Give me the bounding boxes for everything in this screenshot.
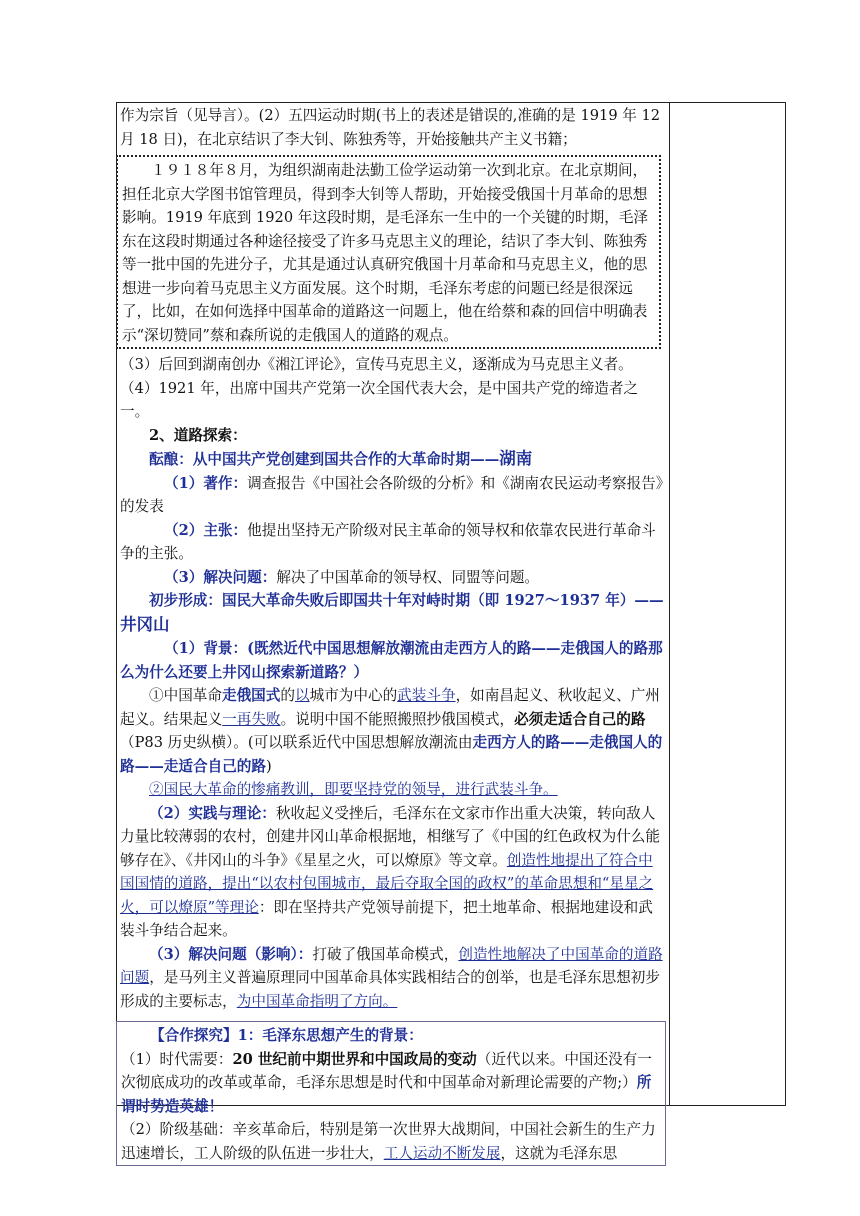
impact-b: 创造性地解决了中国革命的道路问题 bbox=[120, 945, 663, 986]
impact-label: （3）解决问题（影响）： bbox=[149, 945, 313, 963]
c1-i: 。说明中国不能照搬照抄俄国模式， bbox=[280, 710, 515, 728]
c1-b: 走俄国式 bbox=[221, 687, 281, 704]
t1-b: 20 世纪前中期世界和中国政局的变动 bbox=[232, 1050, 477, 1068]
practice-c: ：即在坚持共产党领导前提下，把土地革命、根据地建设和武装斗争结合起来。 bbox=[120, 898, 653, 939]
c1-g: ，如南昌起义、秋收起义、广州起义。结果起义 bbox=[120, 687, 660, 728]
impact-a: 打破了俄国革命模式， bbox=[312, 945, 459, 963]
impact-c: ，是马列主义普遍原理同中国革命具体实践相结合的创举，也是毛泽东思想初步形成的主要标志， bbox=[120, 969, 660, 1010]
brewing-place: 湖南 bbox=[499, 449, 533, 468]
t1-d: 所谓时势造英雄！ bbox=[121, 1074, 652, 1115]
cause-2-paragraph bbox=[120, 778, 664, 802]
cooperation-box bbox=[116, 1021, 666, 1166]
brewing-title bbox=[120, 447, 664, 472]
t1-a: （1）时代需要： bbox=[121, 1050, 233, 1068]
coop-title: 【合作探究】1：毛泽东思想产生的背景： bbox=[150, 1027, 423, 1044]
practice-a: 秋收起义受挫后，毛泽东在文家市作出重大决策，转向敌人力量比较薄弱的农村，创建井冈山革命根据地，相继写了《中国的红色政权为什么能够存在》、《井冈山的斗争》《星星之火，可以燎原》等文章。 bbox=[120, 804, 660, 869]
c1-c: 的 bbox=[280, 687, 295, 704]
bg-road: 走西方人的路——走俄国人的路 bbox=[443, 640, 649, 657]
road-heading: 2、道路探索： bbox=[149, 426, 247, 444]
brewing-title-text: 酝酿：从中国共产党创建到国共合作的大革命时期—— bbox=[149, 451, 500, 468]
works-text: 调查报告《中国社会各阶级的分析》和《湖南农民运动考察报告》的发表 bbox=[120, 474, 664, 515]
background-paragraph bbox=[120, 637, 664, 684]
form-title bbox=[120, 589, 664, 637]
c1-l: 走西方人的路——走俄国人的路——走适合自己的路 bbox=[120, 734, 663, 775]
t1-c: （近代以来。中国还没有一次彻底成功的改革或革命，毛泽东思想是时代和中国革命对新理论需要的产物;） bbox=[121, 1050, 652, 1091]
point-3: （3）后回到湖南创办《湘江评论》，宣传马克思主义，逐渐成为马克思主义者。 bbox=[120, 356, 633, 373]
form-title-text: 初步形成：国民大革命失败后即国共十年对峙时期（即 1927～1937 年）—— bbox=[149, 592, 664, 609]
practice-paragraph bbox=[120, 802, 664, 943]
impact-paragraph bbox=[120, 943, 664, 1014]
c2-text: ②国民大革命的惨痛教训，即要坚持党的领导，进行武装斗争。 bbox=[149, 781, 558, 798]
dotted-note-box bbox=[116, 155, 661, 349]
t2-c: ，这就为毛泽东思 bbox=[500, 1144, 618, 1162]
cause-1-paragraph bbox=[120, 684, 664, 778]
practice-label: （2）实践与理论： bbox=[149, 804, 276, 822]
coop-point-1 bbox=[121, 1048, 661, 1119]
c1-m: ) bbox=[265, 757, 272, 775]
c1-j: 必须走适合自己的路 bbox=[514, 710, 646, 728]
c1-k: （P83 历史纵横）。(可以联系近代中国思想解放潮流由 bbox=[120, 734, 473, 751]
table-column-divider bbox=[669, 102, 670, 1106]
note-text: １９１８年８月，为组织湖南赴法勤工俭学运动第一次到北京。在北京期间，担任北京大学图书馆管理员，得到李大钊等人帮助，开始接受俄国十月革命的思想影响。1919 年底到 1920 年这段时期，是毛泽东一生中的一个关键的时期，毛泽东在这段时期通过各种途径接受了许多马克思主义的理论，结识了李大钊、陈独秀等一批中国的先进分子，尤其是通过认真研究俄国十月革命和马克思主义，他的思想进一步向着马克思主义方面发展。这个时期，毛泽东考虑的问题已经是很深远了，比如，在如何选择中国革命的道路这一问题上，他在给蔡和森的回信中明确表示“深切赞同”蔡和森所说的走俄国人的道路的观点。 bbox=[122, 162, 649, 344]
solve-paragraph bbox=[120, 566, 664, 590]
solve-label: （3）解决问题： bbox=[164, 568, 277, 586]
bg-pre: (既然近代中国思想解放潮流由 bbox=[247, 640, 444, 657]
impact-d: 为中国革命指明了方向。 bbox=[236, 992, 398, 1010]
c1-e: 城市为中心的 bbox=[309, 687, 398, 704]
coop-point-2 bbox=[121, 1118, 661, 1165]
works-paragraph bbox=[120, 472, 664, 519]
t2-b: 工人运动不断发展 bbox=[383, 1144, 501, 1162]
c1-a: ①中国革命 bbox=[149, 687, 222, 704]
claim-text: 他提出坚持无产阶级对民主革命的领导权和依靠农民进行革命斗争的主张。 bbox=[120, 521, 656, 562]
c1-d: 以 bbox=[294, 687, 310, 704]
c1-h: 一再失败 bbox=[222, 710, 281, 728]
intro-paragraph: 作为宗旨（见导言）。(2）五四运动时期(书上的表述是错误的,准确的是 1919 年 12 月 18 日)，在北京结识了李大钊、陈独秀等，开始接触共产主义书籍； bbox=[120, 107, 661, 148]
works-label: （1）著作： bbox=[164, 474, 248, 492]
point-4: （4）1921 年，出席中国共产党第一次全国代表大会，是中国共产党的缔造者之一。 bbox=[120, 379, 639, 420]
bg-label: （1）背景： bbox=[164, 640, 248, 657]
bg-question: 那么为什么还要上井冈山探索新道路？） bbox=[120, 640, 663, 681]
solve-text: 解决了中国革命的领导权、同盟等问题。 bbox=[276, 568, 540, 586]
main-cell bbox=[120, 104, 664, 1166]
c1-f: 武装斗争 bbox=[397, 687, 456, 704]
claim-paragraph bbox=[120, 519, 664, 566]
t2-a: （2）阶级基础：辛亥革命后，特别是第一次世界大战期间，中国社会新生的生产力迅速增长，工人阶级的队伍进一步壮大， bbox=[121, 1121, 656, 1162]
practice-b: 创造性地提出了符合中国国情的道路，提出“以农村包围城市，最后夺取全国的政权”的革命思想和“星星之火，可以燎原”等理论 bbox=[120, 851, 654, 916]
claim-label: （2）主张： bbox=[164, 521, 248, 539]
form-place: 井冈山 bbox=[120, 614, 170, 634]
